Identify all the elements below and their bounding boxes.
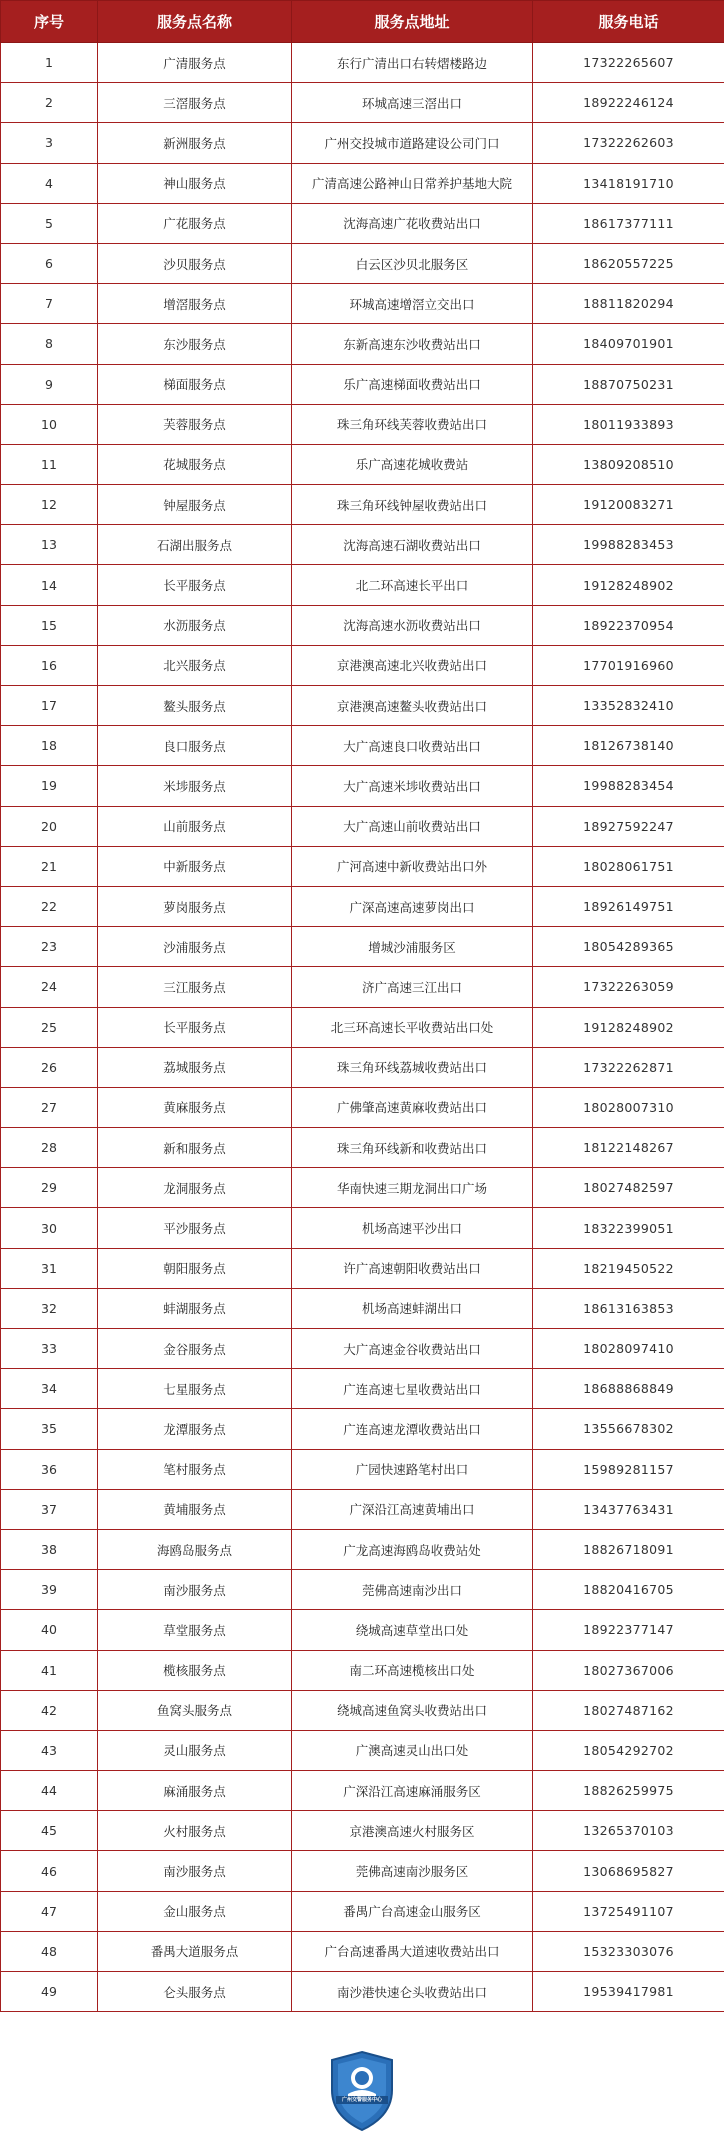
index-cell: 21 <box>1 846 98 886</box>
name-cell: 朝阳服务点 <box>98 1248 292 1288</box>
phone-cell: 18870750231 <box>533 364 724 404</box>
phone-cell: 18028061751 <box>533 846 724 886</box>
table-row <box>1 1650 724 1690</box>
table-body <box>1 43 724 2012</box>
table-row <box>1 83 724 123</box>
address-cell: 广园快速路笔村出口 <box>292 1449 533 1489</box>
phone-cell: 18027487162 <box>533 1690 724 1730</box>
phone-cell: 18922370954 <box>533 605 724 645</box>
phone-cell: 17322262603 <box>533 123 724 163</box>
name-cell: 山前服务点 <box>98 806 292 846</box>
phone-cell: 13725491107 <box>533 1891 724 1931</box>
address-cell: 广州交投城市道路建设公司门口 <box>292 123 533 163</box>
table-row <box>1 1087 724 1127</box>
name-cell: 麻涌服务点 <box>98 1771 292 1811</box>
address-cell: 许广高速朝阳收费站出口 <box>292 1248 533 1288</box>
name-cell: 石湖出服务点 <box>98 525 292 565</box>
index-cell: 42 <box>1 1690 98 1730</box>
address-cell: 广台高速番禺大道速收费站出口 <box>292 1931 533 1971</box>
name-cell: 黄埔服务点 <box>98 1489 292 1529</box>
index-cell: 24 <box>1 967 98 1007</box>
table-row <box>1 605 724 645</box>
table-row <box>1 1168 724 1208</box>
phone-cell: 19120083271 <box>533 485 724 525</box>
name-cell: 平沙服务点 <box>98 1208 292 1248</box>
index-cell: 36 <box>1 1449 98 1489</box>
phone-cell: 18811820294 <box>533 284 724 324</box>
table-row <box>1 726 724 766</box>
name-cell: 广花服务点 <box>98 203 292 243</box>
address-cell: 莞佛高速南沙出口 <box>292 1570 533 1610</box>
table-row <box>1 203 724 243</box>
phone-cell: 18054292702 <box>533 1730 724 1770</box>
name-cell: 三江服务点 <box>98 967 292 1007</box>
index-cell: 4 <box>1 163 98 203</box>
index-cell: 14 <box>1 565 98 605</box>
table-row <box>1 324 724 364</box>
phone-cell: 13437763431 <box>533 1489 724 1529</box>
table-row <box>1 525 724 565</box>
address-cell: 沈海高速广花收费站出口 <box>292 203 533 243</box>
name-cell: 钟屋服务点 <box>98 485 292 525</box>
table-row <box>1 645 724 685</box>
address-cell: 广澳高速灵山出口处 <box>292 1730 533 1770</box>
name-cell: 龙洞服务点 <box>98 1168 292 1208</box>
name-cell: 沙浦服务点 <box>98 927 292 967</box>
phone-cell: 13352832410 <box>533 686 724 726</box>
header-phone: 服务电话 <box>533 1 724 43</box>
table-row <box>1 1851 724 1891</box>
address-cell: 大广高速良口收费站出口 <box>292 726 533 766</box>
phone-cell: 17322263059 <box>533 967 724 1007</box>
name-cell: 米埗服务点 <box>98 766 292 806</box>
index-cell: 7 <box>1 284 98 324</box>
table-row <box>1 1811 724 1851</box>
index-cell: 12 <box>1 485 98 525</box>
address-cell: 大广高速米埗收费站出口 <box>292 766 533 806</box>
name-cell: 荔城服务点 <box>98 1047 292 1087</box>
index-cell: 1 <box>1 43 98 83</box>
table-row <box>1 1610 724 1650</box>
address-cell: 白云区沙贝北服务区 <box>292 243 533 283</box>
phone-cell: 18922246124 <box>533 83 724 123</box>
name-cell: 鱼窝头服务点 <box>98 1690 292 1730</box>
index-cell: 39 <box>1 1570 98 1610</box>
address-cell: 莞佛高速南沙服务区 <box>292 1851 533 1891</box>
table-row <box>1 284 724 324</box>
name-cell: 新洲服务点 <box>98 123 292 163</box>
index-cell: 22 <box>1 886 98 926</box>
table-row <box>1 565 724 605</box>
name-cell: 沙贝服务点 <box>98 243 292 283</box>
name-cell: 神山服务点 <box>98 163 292 203</box>
table-row <box>1 766 724 806</box>
name-cell: 鳌头服务点 <box>98 686 292 726</box>
index-cell: 32 <box>1 1288 98 1328</box>
logo-caption: 广州交警服务中心 <box>341 2097 382 2103</box>
address-cell: 大广高速山前收费站出口 <box>292 806 533 846</box>
name-cell: 榄核服务点 <box>98 1650 292 1690</box>
phone-cell: 18826718091 <box>533 1529 724 1569</box>
address-cell: 环城高速三滘出口 <box>292 83 533 123</box>
table-row <box>1 485 724 525</box>
index-cell: 13 <box>1 525 98 565</box>
address-cell: 东行广清出口右转熠楼路边 <box>292 43 533 83</box>
name-cell: 笔村服务点 <box>98 1449 292 1489</box>
phone-cell: 13068695827 <box>533 1851 724 1891</box>
table-row <box>1 404 724 444</box>
index-cell: 35 <box>1 1409 98 1449</box>
phone-cell: 15323303076 <box>533 1931 724 1971</box>
phone-cell: 18688868849 <box>533 1369 724 1409</box>
name-cell: 广清服务点 <box>98 43 292 83</box>
phone-cell: 13556678302 <box>533 1409 724 1449</box>
index-cell: 2 <box>1 83 98 123</box>
index-cell: 23 <box>1 927 98 967</box>
name-cell: 火村服务点 <box>98 1811 292 1851</box>
phone-cell: 18922377147 <box>533 1610 724 1650</box>
index-cell: 16 <box>1 645 98 685</box>
table-row <box>1 886 724 926</box>
address-cell: 广连高速七星收费站出口 <box>292 1369 533 1409</box>
index-cell: 25 <box>1 1007 98 1047</box>
phone-cell: 18054289365 <box>533 927 724 967</box>
table-row <box>1 846 724 886</box>
address-cell: 绕城高速草堂出口处 <box>292 1610 533 1650</box>
address-cell: 广龙高速海鸥岛收费站处 <box>292 1529 533 1569</box>
address-cell: 南沙港快速仑头收费站出口 <box>292 1972 533 2012</box>
index-cell: 46 <box>1 1851 98 1891</box>
phone-cell: 18027482597 <box>533 1168 724 1208</box>
address-cell: 广河高速中新收费站出口外 <box>292 846 533 886</box>
table-header <box>1 1 724 43</box>
name-cell: 番禺大道服务点 <box>98 1931 292 1971</box>
index-cell: 20 <box>1 806 98 846</box>
index-cell: 41 <box>1 1650 98 1690</box>
table-row <box>1 444 724 484</box>
table-row <box>1 1730 724 1770</box>
table-row <box>1 1369 724 1409</box>
index-cell: 6 <box>1 243 98 283</box>
index-cell: 47 <box>1 1891 98 1931</box>
table-row <box>1 1570 724 1610</box>
index-cell: 30 <box>1 1208 98 1248</box>
name-cell: 北兴服务点 <box>98 645 292 685</box>
index-cell: 38 <box>1 1529 98 1569</box>
name-cell: 水沥服务点 <box>98 605 292 645</box>
table-row <box>1 1248 724 1288</box>
name-cell: 长平服务点 <box>98 1007 292 1047</box>
phone-cell: 18028007310 <box>533 1087 724 1127</box>
phone-cell: 18219450522 <box>533 1248 724 1288</box>
index-cell: 28 <box>1 1128 98 1168</box>
phone-cell: 19539417981 <box>533 1972 724 2012</box>
table-row <box>1 1409 724 1449</box>
index-cell: 3 <box>1 123 98 163</box>
phone-cell: 18826259975 <box>533 1771 724 1811</box>
table-row <box>1 1007 724 1047</box>
phone-cell: 18617377111 <box>533 203 724 243</box>
address-cell: 珠三角环线荔城收费站出口 <box>292 1047 533 1087</box>
address-cell: 机场高速蚌湖出口 <box>292 1288 533 1328</box>
address-cell: 绕城高速鱼窝头收费站出口 <box>292 1690 533 1730</box>
table-row <box>1 686 724 726</box>
address-cell: 京港澳高速鳌头收费站出口 <box>292 686 533 726</box>
index-cell: 37 <box>1 1489 98 1529</box>
header-row <box>1 1 724 43</box>
index-cell: 5 <box>1 203 98 243</box>
table-row <box>1 1891 724 1931</box>
address-cell: 广连高速龙潭收费站出口 <box>292 1409 533 1449</box>
phone-cell: 18126738140 <box>533 726 724 766</box>
name-cell: 仑头服务点 <box>98 1972 292 2012</box>
header-name: 服务点名称 <box>98 1 292 43</box>
name-cell: 长平服务点 <box>98 565 292 605</box>
phone-cell: 15989281157 <box>533 1449 724 1489</box>
phone-cell: 18926149751 <box>533 886 724 926</box>
address-cell: 乐广高速梯面收费站出口 <box>292 364 533 404</box>
index-cell: 19 <box>1 766 98 806</box>
table-row <box>1 1931 724 1971</box>
name-cell: 新和服务点 <box>98 1128 292 1168</box>
phone-cell: 13418191710 <box>533 163 724 203</box>
index-cell: 11 <box>1 444 98 484</box>
phone-cell: 18927592247 <box>533 806 724 846</box>
table-row <box>1 1972 724 2012</box>
table-row <box>1 243 724 283</box>
phone-cell: 18820416705 <box>533 1570 724 1610</box>
table-row <box>1 967 724 1007</box>
phone-cell: 19988283453 <box>533 525 724 565</box>
header-index: 序号 <box>1 1 98 43</box>
header-address: 服务点地址 <box>292 1 533 43</box>
address-cell: 济广高速三江出口 <box>292 967 533 1007</box>
name-cell: 中新服务点 <box>98 846 292 886</box>
phone-cell: 18011933893 <box>533 404 724 444</box>
index-cell: 10 <box>1 404 98 444</box>
table-row <box>1 1047 724 1087</box>
index-cell: 18 <box>1 726 98 766</box>
index-cell: 8 <box>1 324 98 364</box>
phone-cell: 17701916960 <box>533 645 724 685</box>
logo <box>326 2050 398 2132</box>
index-cell: 15 <box>1 605 98 645</box>
phone-cell: 18322399051 <box>533 1208 724 1248</box>
phone-cell: 18409701901 <box>533 324 724 364</box>
phone-cell: 18122148267 <box>533 1128 724 1168</box>
name-cell: 龙潭服务点 <box>98 1409 292 1449</box>
address-cell: 珠三角环线新和收费站出口 <box>292 1128 533 1168</box>
address-cell: 广佛肇高速黄麻收费站出口 <box>292 1087 533 1127</box>
phone-cell: 17322265607 <box>533 43 724 83</box>
address-cell: 乐广高速花城收费站 <box>292 444 533 484</box>
name-cell: 东沙服务点 <box>98 324 292 364</box>
name-cell: 金山服务点 <box>98 1891 292 1931</box>
address-cell: 北三环高速长平收费站出口处 <box>292 1007 533 1047</box>
table-row <box>1 1489 724 1529</box>
table-row <box>1 806 724 846</box>
index-cell: 17 <box>1 686 98 726</box>
address-cell: 机场高速平沙出口 <box>292 1208 533 1248</box>
phone-cell: 17322262871 <box>533 1047 724 1087</box>
phone-cell: 19128248902 <box>533 1007 724 1047</box>
address-cell: 京港澳高速北兴收费站出口 <box>292 645 533 685</box>
index-cell: 9 <box>1 364 98 404</box>
phone-cell: 18620557225 <box>533 243 724 283</box>
address-cell: 番禺广台高速金山服务区 <box>292 1891 533 1931</box>
phone-cell: 13265370103 <box>533 1811 724 1851</box>
index-cell: 49 <box>1 1972 98 2012</box>
phone-cell: 19988283454 <box>533 766 724 806</box>
address-cell: 珠三角环线芙蓉收费站出口 <box>292 404 533 444</box>
table-row <box>1 43 724 83</box>
phone-cell: 18027367006 <box>533 1650 724 1690</box>
address-cell: 珠三角环线钟屋收费站出口 <box>292 485 533 525</box>
address-cell: 沈海高速水沥收费站出口 <box>292 605 533 645</box>
name-cell: 黄麻服务点 <box>98 1087 292 1127</box>
phone-cell: 18613163853 <box>533 1288 724 1328</box>
name-cell: 南沙服务点 <box>98 1851 292 1891</box>
table-row <box>1 1771 724 1811</box>
address-cell: 南二环高速榄核出口处 <box>292 1650 533 1690</box>
address-cell: 环城高速增滘立交出口 <box>292 284 533 324</box>
index-cell: 40 <box>1 1610 98 1650</box>
index-cell: 44 <box>1 1771 98 1811</box>
index-cell: 26 <box>1 1047 98 1087</box>
table-row <box>1 1449 724 1489</box>
index-cell: 29 <box>1 1168 98 1208</box>
name-cell: 灵山服务点 <box>98 1730 292 1770</box>
address-cell: 东新高速东沙收费站出口 <box>292 324 533 364</box>
index-cell: 27 <box>1 1087 98 1127</box>
address-cell: 华南快速三期龙洞出口广场 <box>292 1168 533 1208</box>
name-cell: 梯面服务点 <box>98 364 292 404</box>
index-cell: 31 <box>1 1248 98 1288</box>
address-cell: 大广高速金谷收费站出口 <box>292 1329 533 1369</box>
phone-cell: 13809208510 <box>533 444 724 484</box>
address-cell: 北二环高速长平出口 <box>292 565 533 605</box>
name-cell: 七星服务点 <box>98 1369 292 1409</box>
table-row <box>1 163 724 203</box>
table-row <box>1 1128 724 1168</box>
address-cell: 广深沿江高速黄埔出口 <box>292 1489 533 1529</box>
name-cell: 萝岗服务点 <box>98 886 292 926</box>
name-cell: 南沙服务点 <box>98 1570 292 1610</box>
table-row <box>1 364 724 404</box>
phone-cell: 18028097410 <box>533 1329 724 1369</box>
address-cell: 广深沿江高速麻涌服务区 <box>292 1771 533 1811</box>
table-row <box>1 1208 724 1248</box>
name-cell: 草堂服务点 <box>98 1610 292 1650</box>
index-cell: 33 <box>1 1329 98 1369</box>
table-row <box>1 1529 724 1569</box>
address-cell: 广深高速高速萝岗出口 <box>292 886 533 926</box>
name-cell: 良口服务点 <box>98 726 292 766</box>
table-row <box>1 1329 724 1369</box>
index-cell: 45 <box>1 1811 98 1851</box>
address-cell: 京港澳高速火村服务区 <box>292 1811 533 1851</box>
table-row <box>1 927 724 967</box>
name-cell: 蚌湖服务点 <box>98 1288 292 1328</box>
table-row <box>1 1690 724 1730</box>
name-cell: 三滘服务点 <box>98 83 292 123</box>
name-cell: 芙蓉服务点 <box>98 404 292 444</box>
traffic-police-badge-icon <box>326 2050 398 2132</box>
index-cell: 34 <box>1 1369 98 1409</box>
table-row <box>1 1288 724 1328</box>
name-cell: 海鸥岛服务点 <box>98 1529 292 1569</box>
name-cell: 花城服务点 <box>98 444 292 484</box>
index-cell: 43 <box>1 1730 98 1770</box>
phone-cell: 19128248902 <box>533 565 724 605</box>
address-cell: 广清高速公路神山日常养护基地大院 <box>292 163 533 203</box>
address-cell: 增城沙浦服务区 <box>292 927 533 967</box>
index-cell: 48 <box>1 1931 98 1971</box>
table-row <box>1 123 724 163</box>
name-cell: 金谷服务点 <box>98 1329 292 1369</box>
name-cell: 增滘服务点 <box>98 284 292 324</box>
address-cell: 沈海高速石湖收费站出口 <box>292 525 533 565</box>
